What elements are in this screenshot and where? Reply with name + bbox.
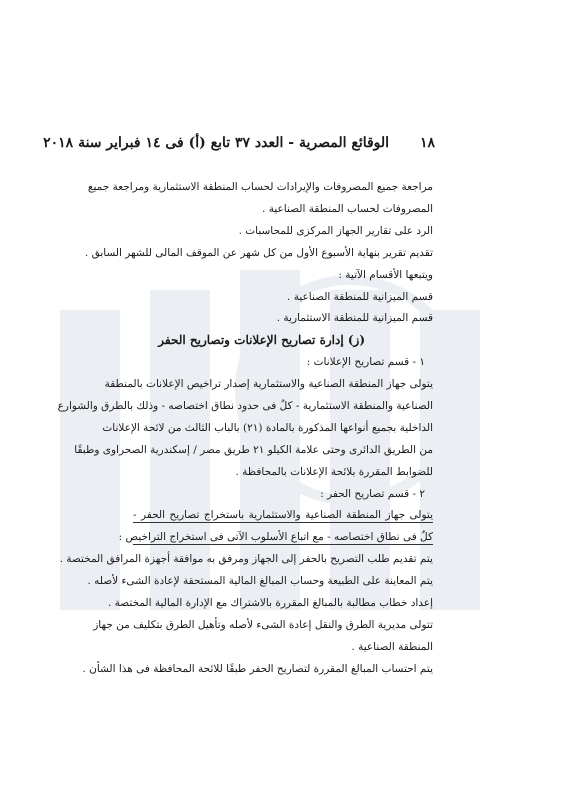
subsection-heading: ١ - قسم تصاريح الإعلانات :: [306, 356, 425, 368]
body-line: ويتبعها الأقسام الآتية :: [338, 269, 433, 281]
body-line: كلٌ فى نطاق اختصاصه - مع اتباع الأسلوب الآتى فى استخراج التراخيص :: [118, 531, 433, 543]
page-header: [43, 135, 435, 151]
section-heading: (ز) إدارة تصاريح الإعلانات وتصاريح الحفر: [158, 333, 365, 347]
body-line: الصناعية والمنطقة الاستثمارية - كلٌ فى حدود نطاق اختصاصه - وذلك بالطرق والشوارع: [57, 400, 433, 412]
body-line: إعداد خطاب مطالبة بالمبالغ المقررة بالاشتراك مع الإدارة المالية المختصة .: [107, 597, 433, 609]
body-line: الرد على تقارير الجهاز المركزى للمحاسبات .: [238, 225, 433, 237]
body-line: المنطقة الصناعية .: [351, 641, 433, 653]
body-line: للضوابط المقررة بلائحة الإعلانات بالمحافظة .: [235, 466, 433, 478]
body-line: يتولى جهاز المنطقة الصناعية والاستثمارية إصدار تراخيص الإعلانات بالمنطقة: [104, 378, 433, 390]
body-line: يتم المعاينة على الطبيعة وحساب المبالغ المالية المستحقة لإعادة الشىء لأصله .: [87, 575, 433, 587]
body-line: الداخلية بجميع أنواعها المذكورة بالمادة (٢١) بالباب الثالث من لائحة الإعلانات: [102, 422, 433, 434]
body-line: تقديم تقرير بنهاية الأسبوع الأول من كل شهر عن الموقف المالى للشهر السابق .: [84, 247, 433, 259]
body-line: مراجعة جميع المصروفات والإيرادات لحساب المنطقة الاستثمارية ومراجعة جميع: [87, 181, 433, 193]
body-line: من الطريق الدائرى وحتى علامة الكيلو ٢١ طريق مصر / إسكندرية الصحراوى وطبقًا: [74, 444, 433, 456]
body-line: المصروفات لحساب المنطقة الصناعية .: [262, 203, 433, 215]
body-line: يتم تقديم طلب التصريح بالحفر إلى الجهاز ومرفق به موافقة أجهزة المرافق المختصة .: [59, 553, 433, 565]
body-line: يتم احتساب المبالغ المقررة لتصاريح الحفر طبقًا للائحة المحافظة فى هذا الشأن .: [82, 663, 433, 675]
subsection-heading: ٢ - قسم تصاريح الحفر :: [320, 488, 425, 500]
page-number: ١٨: [419, 135, 435, 151]
body-line: يتولى جهاز المنطقة الصناعية والاستثمارية باستخراج تصاريح الحفر -: [133, 509, 433, 521]
gazette-title: الوقائع المصرية - العدد ٣٧ تابع (أ) فى ١٤ فبراير سنة ٢٠١٨: [43, 135, 390, 151]
body-line: قسم الميزانية للمنطقة الاستثمارية .: [276, 312, 433, 324]
body-line: تتولى مديرية الطرق والنقل إعادة الشىء لأصله وتأهيل الطرق بتكليف من جهاز: [93, 619, 433, 631]
body-line: قسم الميزانية للمنطقة الصناعية .: [287, 291, 433, 303]
